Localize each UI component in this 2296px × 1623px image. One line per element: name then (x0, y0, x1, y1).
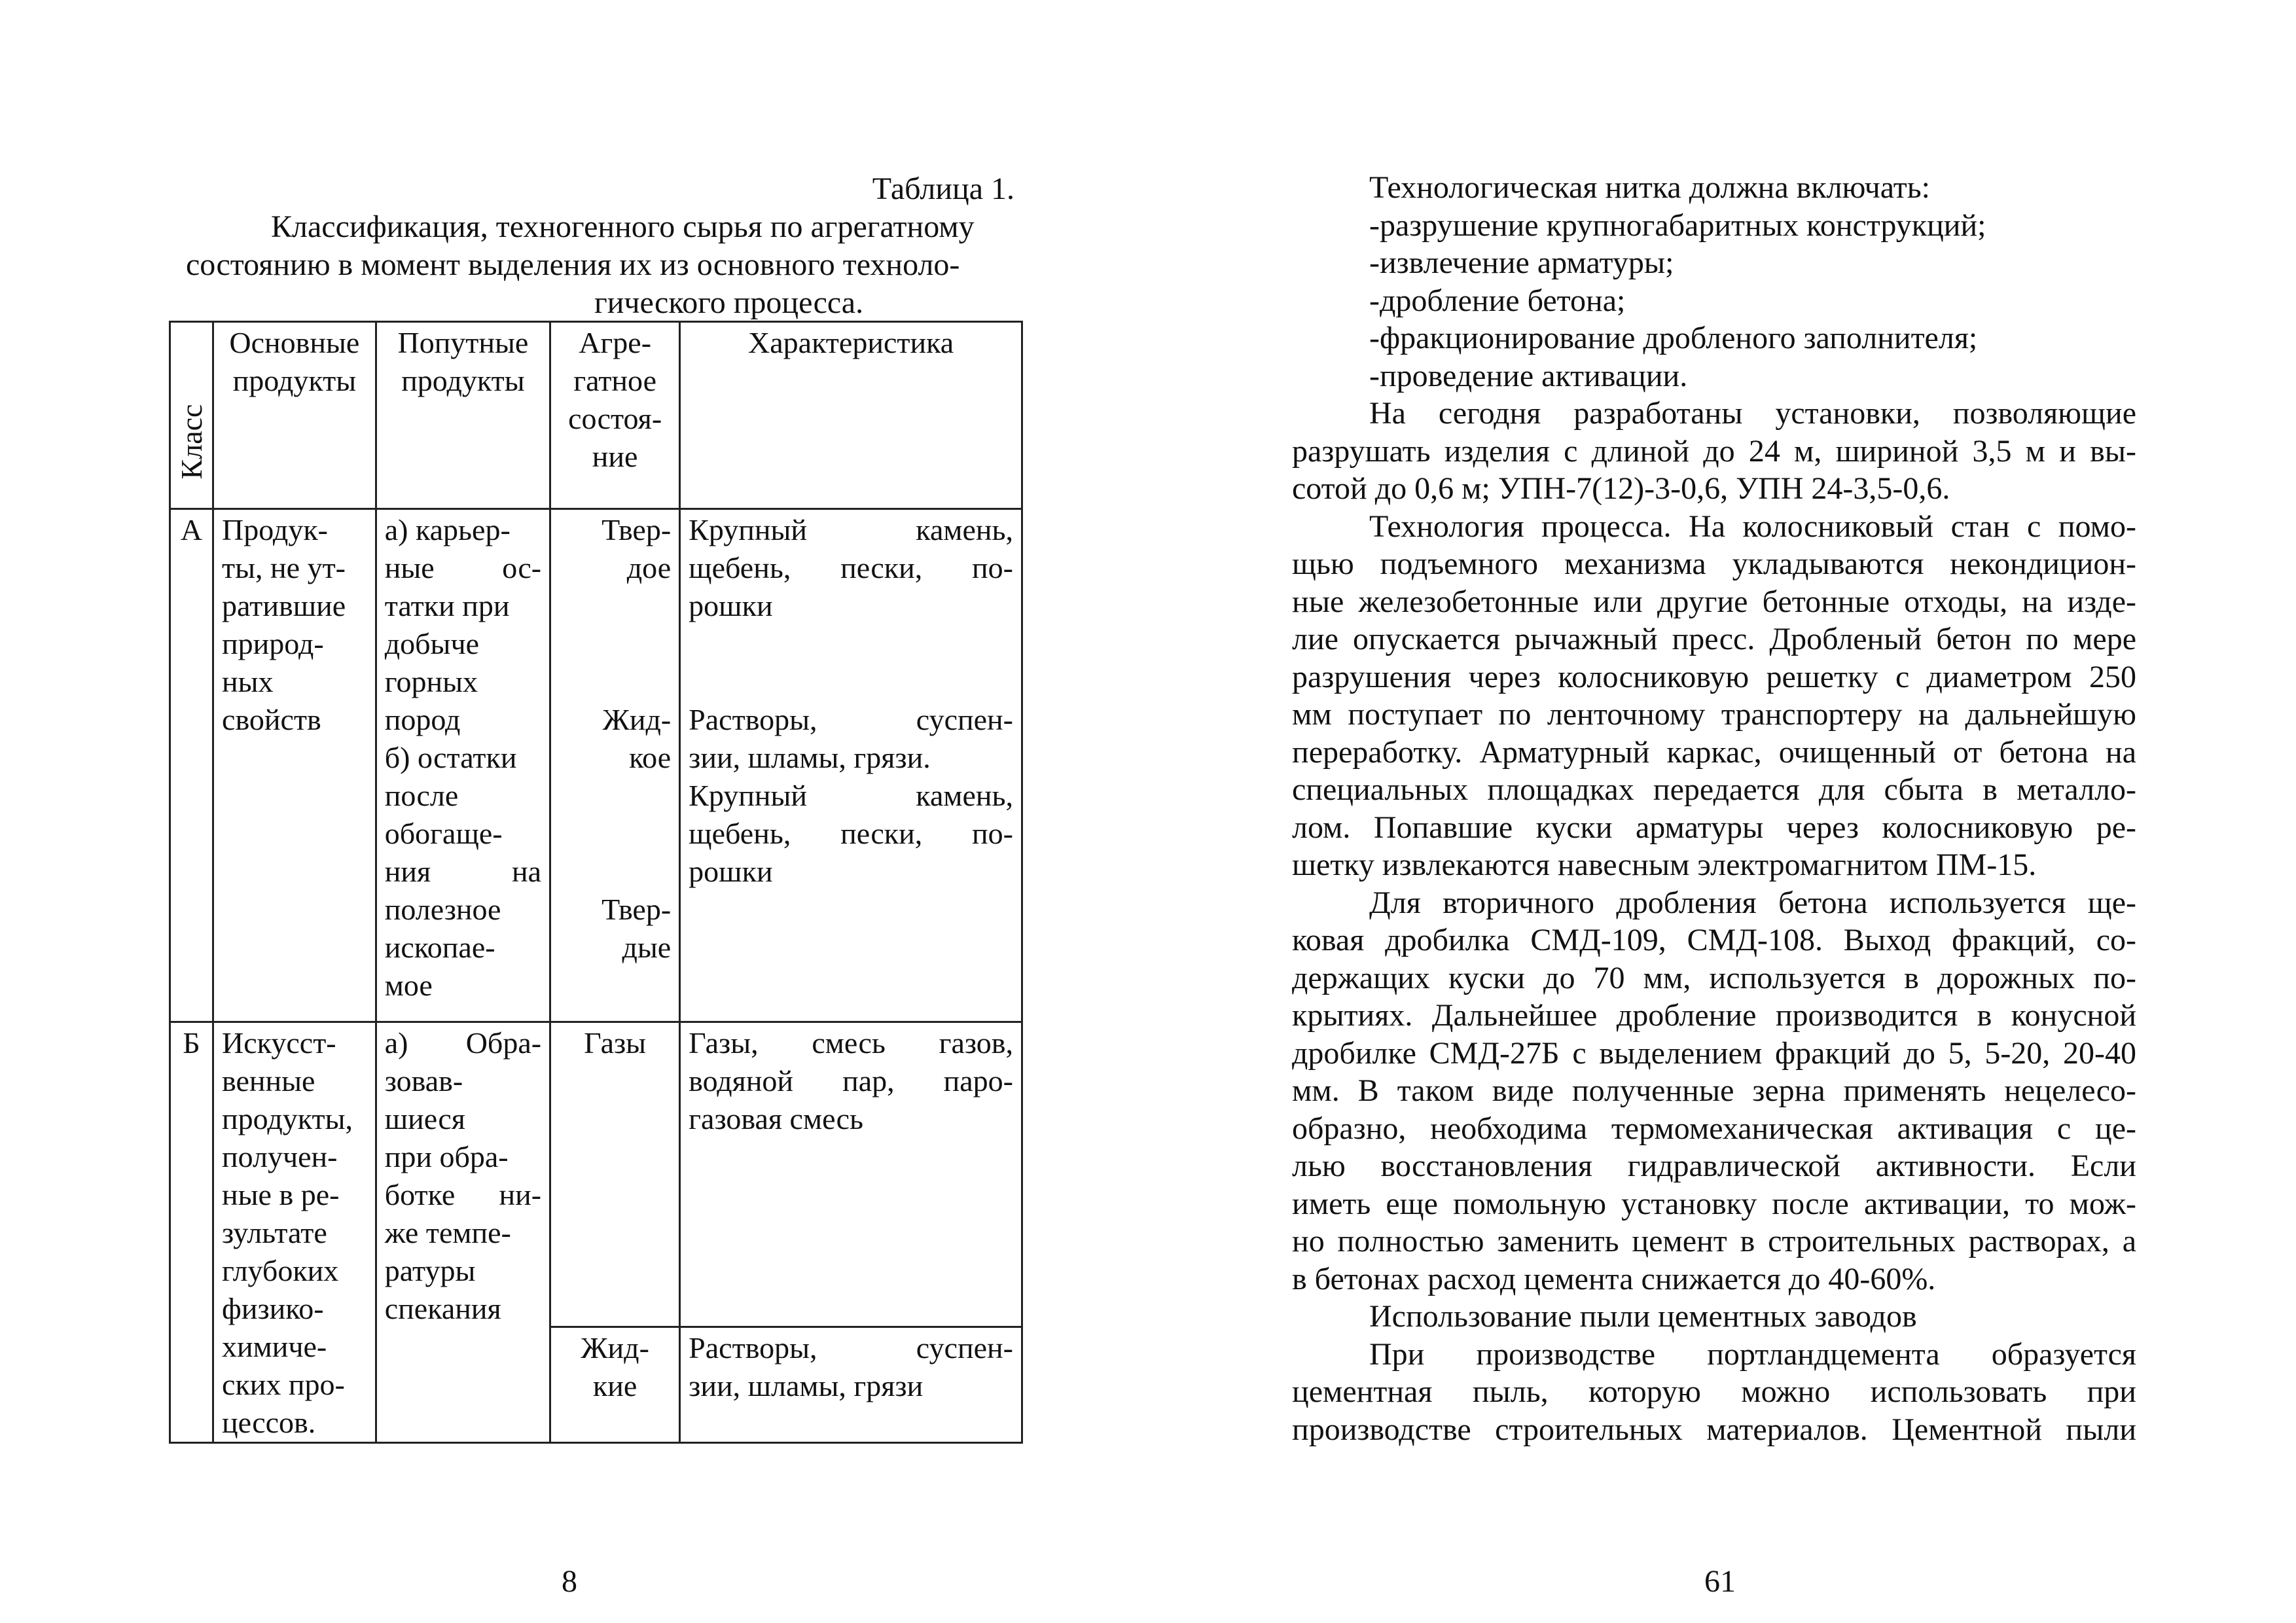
cell-text: добыче (384, 627, 480, 660)
cell-text: Растворы, суспен- (689, 1330, 1013, 1364)
cell-text: газовая смесь (689, 1102, 864, 1135)
cell-side-products-a (376, 509, 550, 1022)
text-line: Для вторичного дробления бетона используется ще- (1369, 885, 2136, 920)
text-line: иметь еще помольную установку после активации, то мож- (1292, 1186, 2136, 1221)
cell-aggregate-state-gas: Газы (550, 1022, 680, 1327)
cell-text: пород (384, 703, 461, 736)
cell-characteristic-gas (680, 1022, 1022, 1327)
header-text: Характеристика (748, 326, 954, 359)
header-side-products (376, 322, 550, 509)
cell-text: шиеся (384, 1102, 465, 1135)
cell-text: обогаще- (384, 817, 503, 850)
text-line: лие опускается рычажный пресс. Дробленый бетон по мере (1292, 622, 2136, 656)
cell-text: кие (592, 1368, 637, 1402)
cell-text: получен- (222, 1140, 338, 1173)
header-text: ние (592, 440, 638, 473)
cell-main-products-a (213, 509, 376, 1022)
body-text (1292, 169, 2136, 1448)
cell-text: а) карьер- (384, 513, 511, 546)
text-line: крытиях. Дальнейшее дробление производится в конусной (1292, 998, 2136, 1033)
header-class-label: Класс (174, 404, 208, 480)
text-line: мм поступает по ленточному транспортеру на дальнейшую (1292, 697, 2136, 732)
cell-main-products-b (213, 1022, 376, 1443)
cell-text: Крупный камень, (689, 779, 1013, 812)
caption-line: Классификация, техногенного сырья по агрегатному (271, 209, 975, 244)
cell-text: физико- (222, 1292, 324, 1325)
cell-text: горных (384, 665, 478, 698)
cell-text: спекания (384, 1292, 501, 1325)
cell-aggregate-state-a (550, 509, 680, 1022)
text-line: лом. Попавшие куски арматуры через колосниковую ре- (1292, 810, 2136, 845)
cell-text: а) Обра- (384, 1026, 542, 1060)
cell-text: продукты, (222, 1102, 353, 1135)
cell-text: глубоких (222, 1254, 339, 1287)
text-line: дробилке СМД-27Б с выделением фракций до 5, 5-20, 20-40 (1292, 1035, 2136, 1071)
header-class (170, 322, 213, 509)
cell-text: после (384, 779, 459, 812)
cell-text: ния на (384, 855, 542, 888)
cell-text: Растворы, суспен- (689, 703, 1013, 736)
right-page (1148, 0, 2296, 1623)
cell-text: водяной пар, паро- (689, 1064, 1013, 1097)
header-text: гатное (573, 364, 657, 397)
cell-text: полезное (384, 893, 501, 926)
cell-text: зии, шламы, грязи. (689, 741, 931, 774)
cell-text: при обра- (384, 1140, 509, 1173)
cell-aggregate-state-liquid (550, 1327, 680, 1442)
text-line: Технологическая нитка должна включать: (1369, 170, 1930, 205)
text-line: специальных площадках передается для сбыта в металло- (1292, 772, 2136, 807)
header-text: Основные (229, 326, 360, 359)
cell-text: зовав- (384, 1064, 463, 1097)
caption-line: состоянию в момент выделения их из основного техноло- (186, 247, 960, 282)
cell-text: ботке ни- (384, 1178, 542, 1211)
cell-text: мое (384, 969, 433, 1002)
text-line: разрушать изделия с длиной до 24 м, шириной 3,5 м и вы- (1292, 433, 2136, 469)
header-main-products (213, 322, 376, 509)
header-characteristic (680, 322, 1022, 509)
cell-text: же темпе- (384, 1216, 511, 1249)
cell-text: зультате (222, 1216, 327, 1249)
cell-text: Крупный камень, (689, 513, 1013, 546)
text-line: держащих куски до 70 мм, используется в дорожных по- (1292, 960, 2136, 995)
cell-text: дые (622, 931, 672, 964)
cell-text: цессов. (222, 1406, 316, 1439)
text-line: шетку извлекаются навесным электромагнитом ПМ-15. (1292, 847, 2037, 882)
page-number-left: 8 (562, 1564, 577, 1599)
text-line: мм. В таком виде полученные зерна применять нецелесо- (1292, 1073, 2136, 1108)
cell-text: б) остатки (384, 741, 517, 774)
cell-text: ископае- (384, 931, 495, 964)
cell-text: ные ос- (384, 551, 542, 584)
cell-text: химиче- (222, 1330, 327, 1363)
cell-text: Жид- (581, 1330, 649, 1364)
cell-text: рошки (689, 855, 773, 888)
text-line: образно, необходима термомеханическая активация с це- (1292, 1111, 2136, 1146)
cell-text: рошки (689, 589, 773, 622)
header-text: состоя- (568, 402, 662, 435)
text-line: -дробление бетона; (1369, 283, 1626, 318)
cell-text: татки при (384, 589, 510, 622)
table-row-class-b-gas (170, 1022, 1022, 1327)
header-text: Агре- (579, 326, 652, 359)
text-line: в бетонах расход цемента снижается до 40-60%. (1292, 1261, 1936, 1296)
text-line: производстве строительных материалов. Цементной пыли (1292, 1412, 2136, 1447)
header-text: продукты (232, 364, 357, 397)
text-line: Технология процесса. На колосниковый стан с помо- (1369, 508, 2136, 544)
header-text: Попутные (397, 326, 529, 359)
table-caption (170, 170, 1021, 322)
cell-text: ные в ре- (222, 1178, 340, 1211)
text-line: -проведение активации. (1369, 358, 1688, 393)
classification-table (169, 321, 1023, 1444)
cell-text: дое (626, 551, 672, 584)
text-line: щью подъемного механизма укладываются некондицион- (1292, 546, 2136, 581)
table-number: Таблица 1. (872, 171, 1014, 206)
cell-text: зии, шламы, грязи (689, 1368, 924, 1402)
cell-text: ратившие (222, 589, 346, 622)
text-line: При производстве портландцемента образуется (1369, 1336, 2136, 1372)
text-line: ковая дробилка СМД-109, СМД-108. Выход фракций, со- (1292, 923, 2136, 957)
header-aggregate-state (550, 322, 680, 509)
cell-text: Продук- (222, 513, 328, 546)
cell-text: Жид- (602, 703, 672, 736)
text-line: но полностью заменить цемент в строительных растворах, а (1292, 1224, 2136, 1258)
cell-text: ратуры (384, 1254, 476, 1287)
cell-text: ных (222, 665, 274, 698)
header-text: продукты (401, 364, 525, 397)
cell-text: природ- (222, 627, 324, 660)
cell-text: ских про- (222, 1368, 345, 1401)
caption-line: гического процесса. (594, 285, 864, 320)
text-line: разрушения через колосниковую решетку с диаметром 250 (1292, 659, 2136, 694)
cell-text: щебень, пески, по- (689, 551, 1013, 584)
table-header-row (170, 322, 1022, 509)
cell-text: кое (629, 741, 672, 774)
section-heading: Использование пыли цементных заводов (1369, 1299, 1917, 1334)
cell-characteristic-liquid (680, 1327, 1022, 1442)
cell-text: Искусст- (222, 1026, 336, 1060)
text-line: -фракционирование дробленого заполнителя; (1369, 321, 1978, 355)
cell-text: Газы, смесь газов, (689, 1026, 1013, 1060)
cell-characteristic-a (680, 509, 1022, 1022)
table-row-class-a (170, 509, 1022, 1022)
cell-side-products-b (376, 1022, 550, 1443)
cell-text: щебень, пески, по- (689, 817, 1013, 850)
cell-text: Твер- (601, 513, 672, 546)
cell-text: ты, не ут- (222, 551, 346, 584)
text-line: -разрушение крупногабаритных конструкций; (1369, 207, 1986, 243)
text-line: сотой до 0,6 м; УПН-7(12)-3-0,6, УПН 24-3,5-0,6. (1292, 471, 1950, 506)
cell-text: Твер- (601, 893, 672, 926)
cell-class-a: А (170, 509, 213, 1022)
page-number-right: 61 (1704, 1564, 1736, 1599)
cell-class-b: Б (170, 1022, 213, 1443)
cell-text: свойств (222, 703, 321, 736)
cell-text: венные (222, 1064, 315, 1097)
text-line: цементная пыль, которую можно использовать при (1292, 1374, 2136, 1409)
text-line: лью восстановления гидравлической активности. Если (1292, 1149, 2136, 1183)
text-line: На сегодня разработаны установки, позволяющие (1369, 396, 2136, 431)
text-line: переработку. Арматурный каркас, очищенный от бетона на (1292, 734, 2136, 770)
text-line: ные железобетонные или другие бетонные отходы, на изде- (1292, 584, 2136, 619)
text-line: -извлечение арматуры; (1369, 245, 1674, 280)
